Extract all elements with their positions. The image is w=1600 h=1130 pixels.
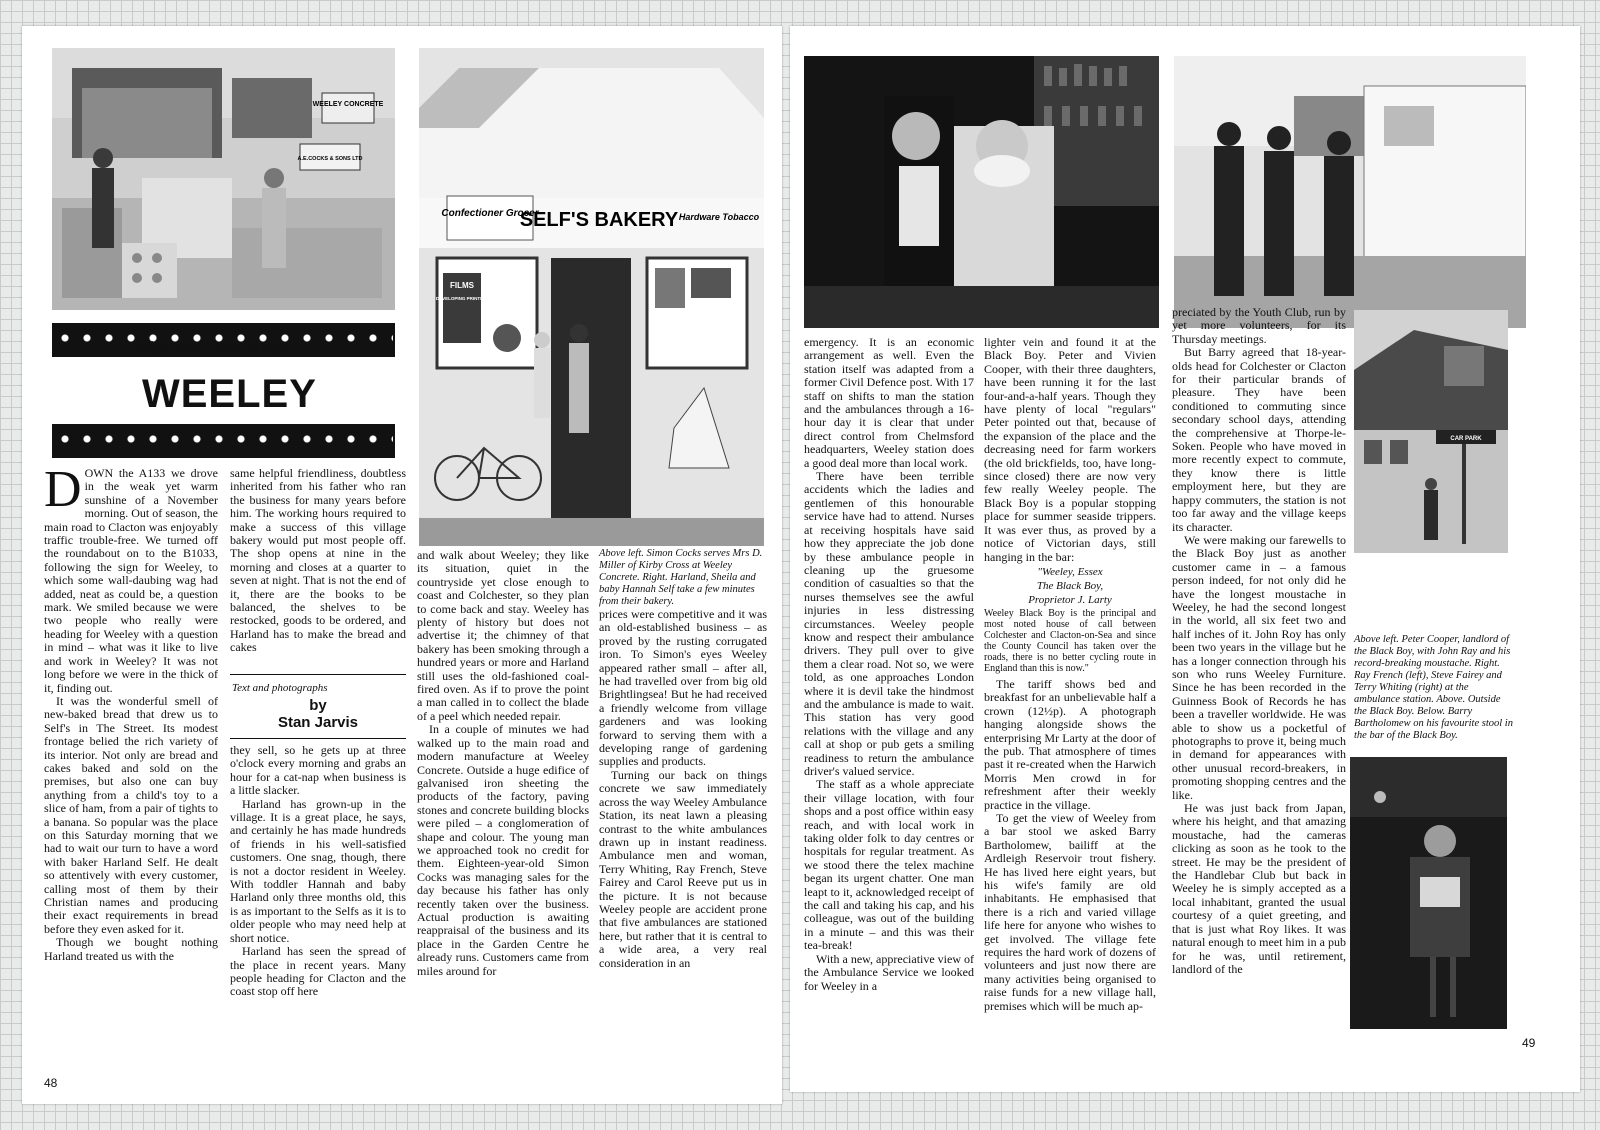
notice-line-3: Proprietor J. Larty: [1028, 593, 1112, 606]
photo-selfs-bakery: [419, 48, 764, 546]
paragraph-tariff: The tariff shows bed and breakfast for an unbelievable half a crown (12½p). A photograph hanging alongside shows the enterprising Mr Larty at the door of the pub. That atmosphere of times past it re-created when the Harwich Morris Men crowd in for refreshment after their weekly practice in the village.: [984, 676, 1156, 812]
right-magazine-page: [790, 26, 1580, 1092]
ambulance-station-image: [1174, 56, 1526, 328]
drop-cap: D: [44, 461, 82, 518]
right-column-3: [1172, 306, 1346, 976]
page-number-left: 48: [44, 1076, 58, 1090]
paragraph-concrete: In a couple of minutes we had walked up to the main road and modern manufacture at Weeley Concrete. Outside a huge edifice of galvanised iron sheeting the products of the factory, paving stones and concrete building blocks were piled – a conglomeration of shape and colour. The young man we approached took no credit for them. Eighteen-year-old Simon Cocks was managing sales for the day because his father has only recently taken over the business. Actual production is awaiting reappraisal of the business and its place in the Garden Centre he already runs. Customers came from miles around for: [417, 722, 589, 978]
bakery-shopfront-image: [419, 48, 764, 546]
paragraph-staff: The staff as a whole appreciate their village location, with four shops and a post office within easy reach, and with local work in taking older folk to day centres or hospitals for regular treatment. As we stood there the telex machine began its urgent chatter. One man leapt to it, acknowledged receipt of the call and taking his cap, and his colleague, was out of the building in a minute – and this was their tea-break!: [804, 777, 974, 953]
photo-peter-cooper-bar: [804, 56, 1159, 328]
sign-confectioner: Confectioner Grocer: [441, 208, 539, 219]
notice-body: Weeley Black Boy is the principal and most noted house of call between Colchester and Clacton-on-Sea and since the County Council has taken over the roads, there is no better cycling route in England than this is now.": [984, 607, 1156, 674]
paragraph-prices: prices were competitive and it was an old-established business – as proved by the rusting corrugated iron. To Simon's eyes Weeley appeared rather small – after all, he had travelled over from big old Brightlingsea! But he had received a friendly welcome from village gardeners and was looking forward to serving them with a developing range of gardening supplies and products.: [599, 607, 767, 769]
left-column-2-top: [230, 467, 406, 655]
sign-films: FILMS: [450, 281, 474, 290]
sign-developing: DEVELOPING PRINTING: [435, 296, 489, 301]
left-photo-caption: Above left. Simon Cocks serves Mrs D. Miller of Kirby Cross at Weeley Concrete. Right. Harland, Sheila and baby Hannah Self take a few minutes from their bakery.: [599, 548, 763, 607]
sign-weeley-concrete: WEELEY CONCRETE: [312, 101, 384, 108]
paragraph-grown-up: Harland has grown-up in the village. It is a great place, he says, and certainly he has made hundreds of friends in his well-satisfied customers. One snag, though, there is not a doctor resident in Weeley. With toddler Hannah and baby Harland only three months old, this is as important to the Selfs as it is to older people who may need help at short notice.: [230, 796, 406, 945]
byline-rule-bottom: [230, 738, 406, 739]
kicker-text: Insight into Essex villages: [132, 338, 293, 354]
photo-ambulance-crew: [1174, 56, 1526, 328]
page-number-right: 49: [1522, 1036, 1536, 1050]
right-photo-caption: Above left. Peter Cooper, landlord of the Black Boy, with John Ray and his record-breaking moustache. Right. Ray French (left), Steve Fairey and Terry Whiting (right) at the ambulance station. Above. Outside the Black Boy. Below. Barry Bartholomew on his favourite stool in the bar of the Black Boy.: [1354, 634, 1513, 741]
photo-outside-black-boy: [1354, 310, 1508, 553]
black-boy-exterior-image: [1354, 310, 1508, 553]
concrete-yard-image: [52, 48, 395, 310]
paragraph-moustache: We were making our farewells to the Black Boy just as another customer came in – a famous person indeed, for not only did he have the longest moustache in Weeley, he had the second longest in the world, all six feet two and half inches of it. John Roy has only been two years in the village but he has a longer connection through his son who runs Weeley Furniture. Since he has been recorded in the Guinness Book of Records he has been a traveller worldwide. He was able to show us a pocketful of photographs to prove it, being much in demand for appearances with other unusual record-breakers, in promoting shopping centres and the like.: [1172, 532, 1346, 802]
paragraph-new-view: With a new, appreciative view of the Ambulance Service we looked for Weeley in a: [804, 951, 975, 993]
byline-by: by: [309, 697, 327, 714]
right-column-2: [984, 336, 1156, 1013]
paragraph-walk-about: and walk about Weeley; they like its situation, quiet in the countryside yet close enough to coast and Colchester, so they plan to come back and stay. Weeley has plenty of history but does not advertise it; the chimney of that bakery has been smoking through a hundred years or more and Harland still uses the old-fashioned coal-fired oven. As if to prove the point a man called in to collect the blade of a peel which needed repair.: [417, 548, 589, 723]
left-column-3: [417, 549, 589, 978]
paragraph-friendliness: same helpful friendliness, doubtless inherited from his father who ran the business for many years before him. The working hours required to make a success of this village bakery would put most people off. The shop opens at nine in the morning and closes at a quarter to seven at night. That is not the end of it, there are the books to be balanced, the shelves to be restocked, goods to be ordered, and Harland has to make the bread and cakes: [230, 466, 406, 655]
paragraph-harland: Though we bought nothing Harland treated us with the: [44, 935, 218, 963]
left-column-4: [599, 608, 767, 970]
right-column-1: [804, 336, 974, 993]
paragraph-accidents: There have been terrible accidents which the ladies and gentlemen of this honourable service have had to attend. Nurses at receiving hospitals have said how they appreciate the job done by these ambulance people in cleaning up the gruesome condition of casualties so that the nurses themselves see the awful injuries in less distressing circumstances. Weeley people know and respect their ambulance drivers. They pull over to give them a clear road. Not so, we were told, as one approaches London where it is devil take the hindmost and the ambulance is made to wait. This station has very good relations with the village and any call at shop or pub gets a smiling readiness to return the ambulance driver's valued service.: [804, 469, 974, 778]
left-column-2-bottom: [230, 744, 406, 999]
paragraph-bar-stool: To get the view of Weeley from a bar stool we asked Barry Bartholomew, bailiff at the Ardleigh Reservoir trout fishery. He has lived here eight years, but his wife's family are old inhabitants. He emphasised that there is a rich and varied village life here for anyone who wishes to get involved. The village fete requires the hard work of dozens of volunteers and just now there are many activities being organised to raise funds for a new village hall, premises which will be much ap-: [984, 810, 1156, 1013]
photo-barry-bartholomew: [1350, 757, 1507, 1029]
intro-paragraph-text: OWN the A133 we drove in the weak yet warm sunshine of a November morning. Out of season, the main road to Clacton was enjoyably traffic trouble-free. We turned off the roundabout on to the B1033, following the sign for Weeley, to which some wall-daubing wag had added, neat as could be, a question mark. We smiled because we were two people who really were heading for Weeley with a question in mind – what was it like to live and work in Weeley? It was not long before we were in the thick of it, finding out.: [44, 466, 218, 695]
paragraph-youth-club: preciated by the Youth Club, run by yet more volunteers, for its Thursday meetings.: [1172, 305, 1346, 346]
left-magazine-page: [22, 26, 782, 1104]
paragraph-ambulance: Turning our back on things concrete we saw immediately across the way Weeley Ambulance Station, its neat lawn a pleasing contrast to the white ambulances drawn up in instant readiness. Ambulance men and woman, Terry Whiting, Ray French, Steve Fairey and Carol Reeve put us in the picture. It is not because Weeley people are accident prone that five ambulances are stationed here, but rather that it is central to a wide area, a very real consideration in an: [599, 767, 767, 970]
bar-stool-image: [1350, 757, 1507, 1029]
byline-author: Stan Jarvis: [277, 714, 359, 731]
notice-line-2: The Black Boy,: [1036, 579, 1104, 592]
sign-cocks-and-sons: A.E.COCKS & SONS LTD: [297, 156, 363, 162]
byline-rule: [230, 674, 406, 675]
byline-credit: Text and photographs: [232, 682, 328, 694]
left-column-1: [44, 461, 218, 963]
article-headline: WEELEY: [142, 372, 317, 416]
paragraph-emergency: emergency. It is an economic arrangement as well. Even the station itself was adapted from a former Civil Defence post. With 17 staff on shifts to man the station and the ambulances through a 16-hour day it is clear that under direct control from Chelmsford headquarters, Weeley station does a good deal more than local work.: [804, 335, 974, 470]
decorative-band-bottom: [52, 424, 395, 458]
sign-selfs-bakery: SELF'S BAKERY: [519, 209, 679, 231]
pub-bar-image: [804, 56, 1159, 328]
paragraph-commute: But Barry agreed that 18-year-olds head for Colchester or Clacton for their particular brands of pleasure. They have been conditioned to commuting since secondary school days, attending the comprehensive at Thorpe-le-Soken. People who have moved in more recently expect to commute, they know there is little employment here, but they are happy commuters, the station is not too far away and the village keeps its character.: [1172, 345, 1346, 534]
sign-car-park: CAR PARK: [1450, 436, 1482, 442]
paragraph-gets-up: they sell, so he gets up at three o'clock every morning and grabs an hour for a cat-nap when business is a little slacker.: [230, 743, 406, 798]
paragraph-japan: He was just back from Japan, where his height, and that amazing moustache, had the cameras clicking as soon as he took to the street. He may be the president of the Handlebar Club but back in Weeley he is simply accepted as a local inhabitant, granted the usual courtesy of a quiet greeting, and that is just what Roy likes. It was natural enough to meet him in a pub for he was, until retirement, landlord of the: [1172, 801, 1346, 976]
notice-line-1: "Weeley, Essex: [1037, 565, 1103, 578]
paragraph-black-boy: lighter vein and found it at the Black Boy. Peter and Vivien Cooper, with their three daughters, have been running it for the last four-and-a-half years. Though they have plenty of local "regulars" Peter pointed out that, because of the expansion of the place and the decreasing need for farm workers (the old brickfields, too, have long-since closed) there are now very few really Weeley people. The Black Boy is a popular stopping place for summer seaside trippers. It was ever thus, as proved by a notice of Victorian days, still hanging in the bar:: [984, 335, 1156, 564]
intro-paragraph: [44, 461, 218, 695]
paragraph-bakery: It was the wonderful smell of new-baked bread that drew us to Self's in The Street. Its modest frontage belied the rich variety of its interior. Not only are bread and cakes baked and sold on the premises, but also one can buy anything from a child's toy to a slice of ham, from a pair of tights to a banana. So popular was the place on this Saturday morning that we had to wait our turn to have a word with baker Harland Self. He dealt so attentively with every customer, calling most of them by their Christian names and producing their exact requirements in bread before they even asked for it.: [44, 693, 218, 936]
sign-hardware-tobacco: Hardware Tobacco: [678, 212, 760, 222]
paragraph-spread: Harland has seen the spread of the place in recent years. Many people heading for Clacton and the coast stop off here: [230, 944, 406, 999]
photo-weeley-concrete: [52, 48, 395, 310]
